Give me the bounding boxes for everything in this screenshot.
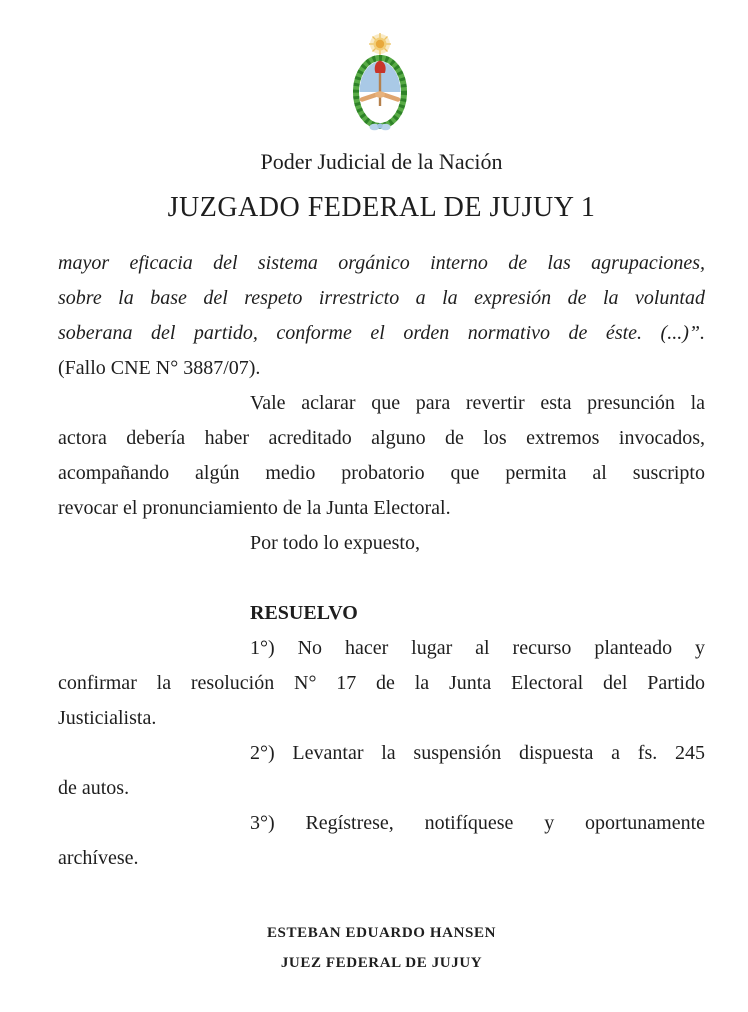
body-line: Justicialista. <box>58 707 157 729</box>
pike-pole <box>379 72 381 106</box>
coat-of-arms-container <box>0 0 748 132</box>
body-line: 1°) No hacer lugar al recurso planteado y <box>250 637 705 659</box>
sun-icon <box>369 33 391 55</box>
signatory-name: ESTEBAN EDUARDO HANSEN <box>266 925 497 941</box>
body-line: mayor eficacia del sistema orgánico interno de las agrupaciones, <box>58 252 705 274</box>
institution-title: Poder Judicial de la Nación <box>260 149 503 174</box>
body-line: (Fallo CNE N° 3887/07). <box>58 357 261 379</box>
signatory-role: JUEZ FEDERAL DE JUJUY <box>280 955 483 971</box>
body-line: 2°) Levantar la suspensión dispuesta a fs. 245 <box>250 742 705 764</box>
body-line: confirmar la resolución N° 17 de la Junta Electoral del Partido <box>58 672 705 694</box>
document-body <box>58 246 705 876</box>
ribbon-bow-icon <box>370 123 391 130</box>
body-line: soberana del partido, conforme el orden normativo de éste. (...)”. <box>58 322 705 344</box>
signature-block <box>58 918 705 978</box>
body-line: archívese. <box>58 847 139 869</box>
body-line: acompañando algún medio probatorio que permita al suscripto <box>58 462 705 484</box>
court-title: JUZGADO FEDERAL DE JUJUY 1 <box>167 192 596 223</box>
body-line: RESUELVO <box>250 602 358 624</box>
body-line: Vale aclarar que para revertir esta presunción la <box>250 392 705 414</box>
body-line: 3°) Regístrese, notifíquese y oportunamente <box>250 812 705 834</box>
body-line: sobre la base del respeto irrestricto a la expresión de la voluntad <box>58 287 705 309</box>
coat-of-arms-argentina-icon <box>348 32 412 132</box>
body-line: de autos. <box>58 777 130 799</box>
body-line: revocar el pronunciamiento de la Junta Electoral. <box>58 497 451 519</box>
body-line: Por todo lo expuesto, <box>250 532 420 554</box>
body-line: actora debería haber acreditado alguno de los extremos invocados, <box>58 427 705 449</box>
